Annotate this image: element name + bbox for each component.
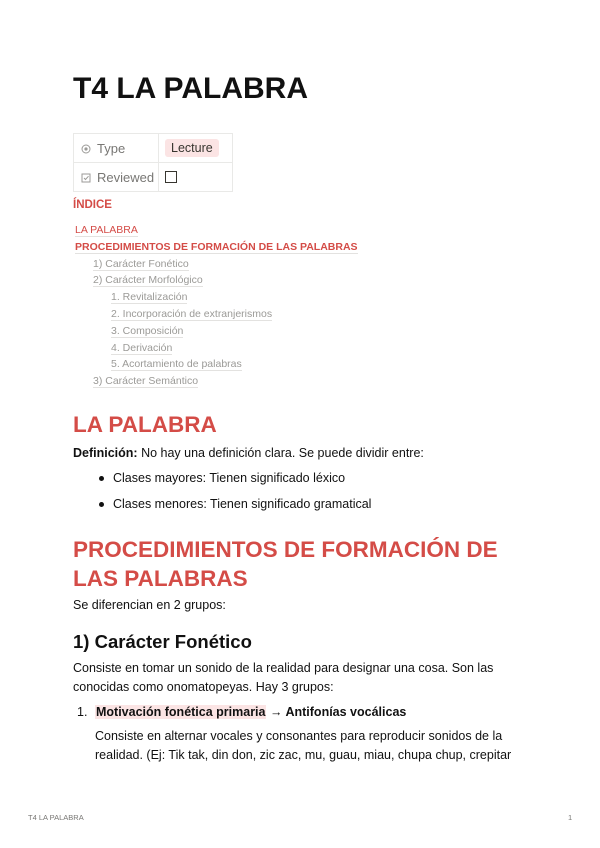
- highlighted-term: Motivación fonética primaria: [96, 705, 266, 719]
- arrow-icon: →: [266, 705, 286, 719]
- groups-intro: Se diferencian en 2 grupos:: [73, 598, 226, 612]
- definition-text: No hay una definición clara. Se puede dividir entre:: [137, 446, 424, 460]
- toc-heading: ÍNDICE: [73, 199, 112, 211]
- word-classes-list: [73, 469, 371, 521]
- property-key: Type: [97, 140, 126, 156]
- toc-item[interactable]: 3. Composición: [111, 324, 184, 337]
- type-icon: [81, 144, 91, 154]
- reviewed-checkbox[interactable]: [165, 171, 177, 183]
- term-result: Antifonías vocálicas: [285, 705, 407, 719]
- section-heading-procedimientos: PROCEDIMIENTOS DE FORMACIÓN DE LAS PALABRAS: [73, 537, 498, 591]
- definition-label: Definición:: [73, 446, 138, 460]
- type-tag[interactable]: Lecture: [165, 139, 219, 157]
- list-item-description: Consiste en alternar vocales y consonantes para reproducir sonidos de la realidad. (Ej: Tik tak, din don, zic zac, mu, guau, miau, chupa chup, crepitar: [95, 729, 512, 762]
- property-value-cell: [159, 134, 233, 163]
- page-title: T4 LA PALABRA: [73, 72, 308, 105]
- numbered-list-item: [73, 703, 406, 722]
- toc-item[interactable]: 4. Derivación: [111, 341, 173, 354]
- property-key-cell: [74, 163, 159, 192]
- subheading-caracter-fonetico: 1) Carácter Fonético: [73, 631, 252, 652]
- property-row-type: [74, 134, 233, 163]
- toc-item[interactable]: 2. Incorporación de extranjerismos: [111, 307, 273, 320]
- toc-item[interactable]: 2) Carácter Morfológico: [93, 274, 203, 287]
- footer-title: T4 LA PALABRA: [28, 813, 84, 822]
- fonetico-paragraph: Consiste en tomar un sonido de la realidad para designar una cosa. Son las conocidas como onomatopeyas. Hay 3 grupos:: [73, 661, 494, 694]
- page-number: 1: [568, 813, 573, 822]
- property-value-cell: [159, 163, 233, 192]
- property-key-cell: [74, 134, 159, 163]
- toc-item[interactable]: 1. Revitalización: [111, 291, 188, 304]
- list-item: Clases menores: Tienen significado gramatical: [73, 495, 371, 521]
- list-number: 1.: [77, 705, 88, 719]
- toc-item[interactable]: LA PALABRA: [75, 224, 138, 236]
- toc-item[interactable]: PROCEDIMIENTOS DE FORMACIÓN DE LAS PALABRAS: [75, 240, 358, 253]
- list-item: Clases mayores: Tienen significado léxico: [73, 469, 371, 495]
- section-heading-la-palabra: LA PALABRA: [73, 412, 217, 437]
- toc-item[interactable]: 1) Carácter Fonético: [93, 257, 189, 270]
- properties-table: [73, 133, 233, 192]
- property-row-reviewed: [74, 163, 233, 192]
- toc-item[interactable]: 3) Carácter Semántico: [93, 375, 199, 388]
- toc-item[interactable]: 5. Acortamiento de palabras: [111, 358, 242, 371]
- table-of-contents: [73, 222, 358, 390]
- definition-paragraph: [73, 444, 518, 463]
- checkbox-icon: [81, 173, 91, 183]
- property-key: Reviewed: [97, 169, 155, 185]
